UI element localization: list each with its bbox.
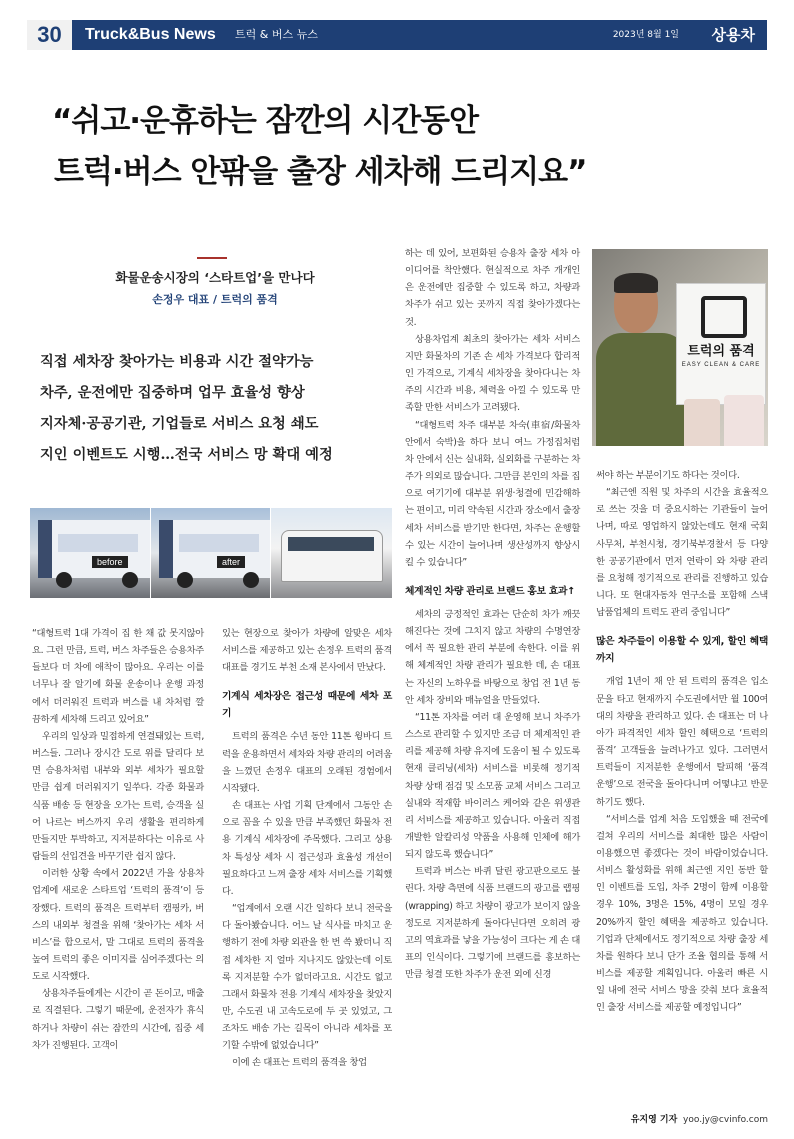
ceo-portrait-photo (592, 249, 768, 446)
paragraph: 이에 손 대표는 트럭의 품격을 창업 (232, 1057, 367, 1069)
subheading: 체계적인 차량 관리로 브랜드 홍보 효과↑ (405, 585, 576, 597)
paragraph: 하는 데 있어, 보편화된 승용차 출장 세차 아이디어를 착안했다. 현실적으로 차주 개개인은 운전에만 집중할 수 있도록 하고, 차량과 차주가 쉬고 있는 곳까지 직접 찾아가겠다는 것. (405, 248, 580, 328)
product-bottle (724, 395, 764, 446)
publication-logo: 상용차 (711, 26, 755, 44)
headline-line-2: 트럭·버스 안팎을 출장 세차해 드리지요” (54, 154, 587, 190)
paragraph: 상용차주들에게는 시간이 곧 돈이고, 매출로 직결된다. 그렇기 때문에, 운전자가 휴식하거나 차량이 쉬는 잠깐의 시간에, 집중 세차가 진행된다. 고객이 (32, 988, 204, 1051)
brand-slogan: EASY CLEAN & CARE (681, 362, 761, 368)
paragraph: 트럭의 품격은 수년 동안 11톤 윙바디 트럭을 운용하면서 세차와 차량 관리의 어려움을 느꼈던 손정우 대표의 오래된 경험에서 시작됐다. (222, 731, 392, 794)
bus-image (281, 530, 383, 582)
brand-sign (676, 283, 766, 405)
lede-line-1: 직접 세차장 찾아가는 비용과 시간 절약가능 (40, 354, 314, 370)
lede-line-3: 지자체·공공기관, 기업들로 서비스 요청 쇄도 (40, 416, 319, 432)
byline: 손정우 대표 / 트럭의 품격 (152, 293, 278, 306)
article-column-4 (596, 467, 768, 1017)
paragraph: 트럭과 버스는 바퀴 달린 광고판으로도 불린다. 차량 측면에 식품 브랜드의 광고를 랩핑(wrapping) 하고 차량이 광고가 보이지 않을 정도로 지저분하게 돌아다닌다면 오히려 광고의 역효과를 낳을 가능성이 크다는 게 손 대표의 인식이다. 그렇기에 브랜드를 홍보하는 만큼 청결 또한 차주가 운전 외에 신경 (405, 866, 580, 981)
paragraph: 우리의 일상과 밀접하게 연결돼있는 트럭, 버스들. 그러나 장시간 도로 위를 달리다 보면 승용차처럼 내부와 외부 세차가 필요할 만큼 쉽게 더러워지기 일쑤다. 각종 화물과 식품 배송 등 현장을 오가는 트럭, 승객을 실어 나르는 버스까지 우리 생활을 편리하게 만들지만 투박하고, 지저분하다는 이유로 사람들의 선입견을 바꾸기란 쉽지 않다. (32, 730, 204, 863)
article-column-3 (405, 245, 580, 983)
photo-before (30, 508, 150, 598)
issue-date: 2023년 8월 1일 (612, 30, 679, 40)
truck-image (159, 520, 270, 578)
section-title: Truck&Bus News (85, 26, 216, 43)
page-number: 30 (27, 20, 72, 50)
photo-strip (30, 508, 392, 598)
photo-bus-wash (271, 508, 392, 598)
paragraph: 써야 하는 부분이기도 하다는 것이다. (596, 470, 740, 481)
after-label: after (217, 556, 245, 568)
paragraph: “최근엔 직원 및 차주의 시간을 효율적으로 쓰는 것을 더 중요시하는 기관들이 늘어나며, 따로 영업하지 않았는데도 현재 국회사무처, 부천시청, 경기북부경찰서 등 다양한 공공기관에서 먼저 연락이 와 차량 관리를 요청해 정기적으로 관리를 진행하고 있습니다. 또 현대자동차 연구소를 포함해 스낵 납품업체의 트럭도 관리 중입니다” (596, 487, 768, 619)
paragraph: “대형트럭 차주 대부분 차숙(車宿/화물차 안에서 숙박)을 하다 보니 여느 가정집처럼 차 안에서 신는 실내화, 실외화를 구분하는 차주가 의외로 많습니다. 그만큼 본인의 차를 집으로 여기기에 대부분 위생·청결에 민감해하는 편이고, 미리 약속된 시간과 장소에서 출장 세차 서비스를 받기만 한다면, 차주는 운행할 수 있는 시간이 늘어나며 생산성까지 향상시킬 수 있습니다” (405, 419, 580, 568)
paragraph: “업계에서 오랜 시간 일하다 보니 전국을 다 돌아봤습니다. 어느 날 식사를 마치고 운행하기 전에 차량 외관을 한 번 쓱 봤더니 직접 세차한 지 얼마 지나지도 않았는데 이토록 지저분할 수가 없더라고요. 시간도 없고 그래서 화물차 전용 기계식 세차장을 찾았지만, 수도권 내 고속도로에 두 곳 있었고, 그조차도 배송 가는 길목이 아니라 세차를 포기할 수밖에 없었습니다” (222, 903, 392, 1052)
brand-name: 트럭의 품격 (687, 344, 755, 359)
before-label: before (92, 556, 128, 568)
paragraph: 세차의 긍정적인 효과는 단순히 차가 깨끗해진다는 것에 그치지 않고 차량의 수명연장에서 꼭 필요한 관리 부분에 속한다. 이를 위해 체계적인 차량 관리가 필요한 데, 손 대표는 자신의 노하우를 바탕으로 창업 전 1년 동안 세차 장비와 매뉴얼을 만들었다. (405, 608, 580, 706)
truck-image (38, 520, 150, 578)
subheading: 많은 차주들이 이용할 수 있게, 할인 혜택까지 (596, 636, 768, 665)
accent-divider (197, 257, 227, 259)
headline (52, 96, 752, 198)
lede-line-2: 차주, 운전에만 집중하며 업무 효율성 향상 (40, 385, 305, 401)
paragraph: 상용차업계 최초의 찾아가는 세차 서비스지만 화물차의 기존 손 세차 가격보다 합리적인 가격으로, 기계식 세차장을 찾아다니는 차주의 시간과 비용, 체력을 아낄 수 있도록 만족할 만한 서비스가 고려됐다. (405, 333, 580, 414)
paragraph: 개업 1년이 채 안 된 트럭의 품격은 입소문을 타고 현재까지 수도권에서만 월 100여 대의 차량을 관리하고 있다. 손 대표는 더 나아가 파격적인 세차 할인 혜택으로 ‘트럭의 품격’ 고객들을 늘려나가고 있다. 그러면서 트럭들이 지저분한 운행에서 탈피해 ‘품격 운행’으로 전국을 돌아다니며 어떻냐고 반문하기도 했다. (596, 676, 768, 808)
lede-line-4: 지인 이벤트도 시행…전국 서비스 망 확대 예정 (40, 447, 333, 463)
paragraph: 손 대표는 사업 기획 단계에서 그동안 손으로 꼽을 수 있을 만큼 부족했던 화물차 전용 기계식 세차장에 주목했다. 그리고 상용차 특성상 세차 시 접근성과 효율성 개선이 필요하다고 느껴 출장 세차 서비스를 기획했다. (222, 800, 392, 897)
article-column-2 (222, 625, 392, 1072)
paragraph: “서비스를 업계 처음 도입했을 때 전국에 걸쳐 우리의 서비스를 최대한 많은 사람이 이용했으면 좋겠다는 것이 바람이었습니다. 서비스 활성화를 위해 최근엔 지인 동반 할인 이벤트를 도입, 차주 2명이 함께 이용할 경우 10%, 3명은 15%, 4명이 모일 경우 20%까지 할인 혜택을 제공하고 있습니다. 기업과 단체에서도 정기적으로 차량 출장 세차를 원하다 보니 단가 조율 협의를 통해 서비스를 제공할 계획입니다. 아울러 빠른 시일 내에 전국 서비스 망을 갖춰 보다 효율적인 출장 서비스를 제공할 예정입니다” (596, 813, 768, 1014)
kicker: 화물운송시장의 ‘스타트업’을 만나다 (115, 270, 315, 285)
person-image (596, 269, 686, 446)
reporter-email: yoo.jy@cvinfo.com (683, 1115, 768, 1125)
reporter-credit (596, 1112, 768, 1125)
paragraph: 이러한 상황 속에서 2022년 가을 상용차업계에 새로운 스타트업 ‘트럭의 품격’이 등장했다. 트럭의 품격은 트럭부터 캠핑카, 버스의 내외부 청결을 위해 ‘찾아가는 세차 서비스’를 합으로서, 말 그대로 트럭의 품격을 높여 트럭의 좋은 이미지를 심어주겠다는 의도로 시작했다. (32, 868, 204, 983)
product-bottle (684, 399, 720, 446)
paragraph: 있는 현장으로 찾아가 차량에 알맞은 세차 서비스를 제공하고 있는 손정우 트럭의 품격 대표를 경기도 부천 소재 본사에서 만났다. (222, 628, 392, 674)
reporter-name: 유지영 기자 (630, 1115, 678, 1125)
lede-summary (40, 347, 382, 471)
headline-line-1: “쉬고·운휴하는 잠깐의 시간동안 (52, 103, 479, 139)
page-header (27, 20, 767, 50)
section-subtitle: 트럭 & 버스 뉴스 (235, 28, 318, 41)
truck-logo-icon (701, 296, 747, 338)
article-column-1 (32, 625, 204, 1054)
paragraph: “11톤 자차를 여러 대 운영해 보니 차주가 스스로 관리할 수 있지만 조금 더 체계적인 관리를 제공해 차량 유지에 도움이 될 수 있도록 현재 클리닝(세차) 서비스를 비롯해 정기적 차량 상태 점검 및 소모품 교체 서비스 그리고 실내와 적재함 바이러스 케어와 같은 위생관리 서비스를 제공하고 있습니다. 아울러 직접 개발한 알칼리성 약품을 사용해 인체에 해가 되지 않도록 했습니다” (405, 711, 580, 861)
subheading: 기계식 세차장은 접근성 때문에 세차 포기 (222, 691, 392, 720)
photo-after (151, 508, 270, 598)
paragraph: “대형트럭 1대 가격이 집 한 채 값 못지않아요. 그런 만큼, 트럭, 버스 차주들은 승용차주들보다 더 차에 애착이 많아요. 우리는 이를 너무나 잘 알기에 화물 운송이나 운행 과정에서 더러워진 트럭과 버스를 내 차처럼 깔끔하게 세차해 드리고 있어요” (32, 628, 204, 725)
